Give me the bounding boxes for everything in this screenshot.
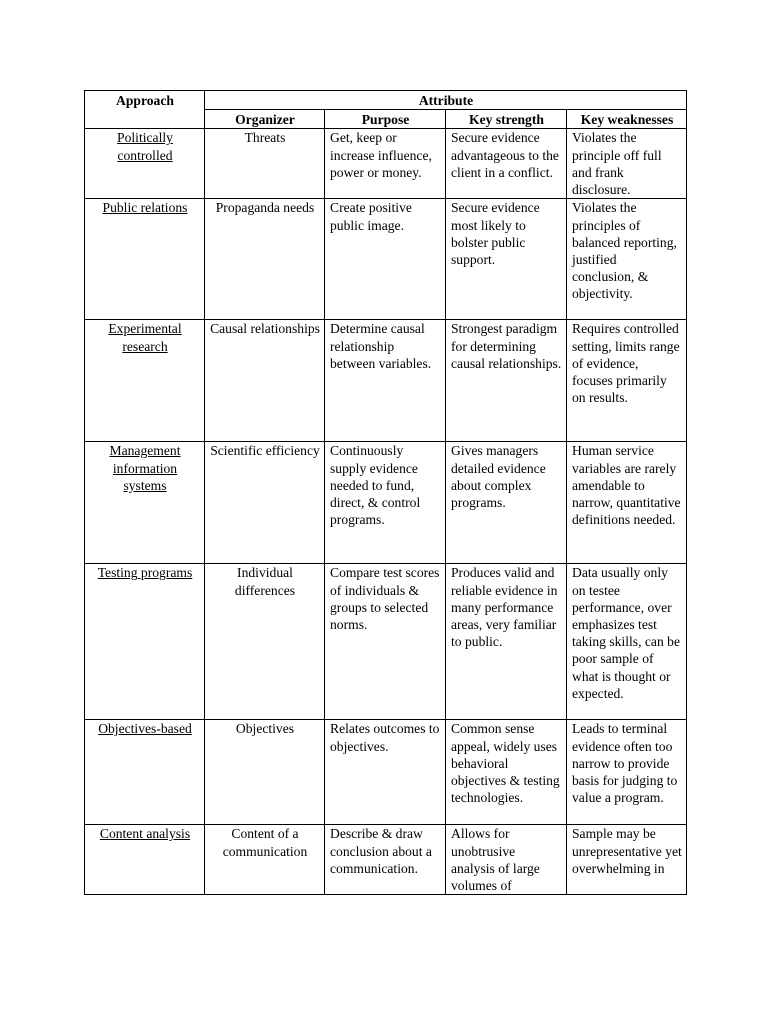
purpose-cell: Compare test scores of individuals & groups to selected norms. [325, 564, 446, 720]
approach-cell: Objectives-based [85, 720, 205, 825]
table-row [85, 564, 687, 720]
purpose-cell: Relates outcomes to objectives. [325, 720, 446, 825]
organizer-cell: Scientific efficiency [205, 442, 325, 564]
approach-header: Approach [85, 91, 205, 129]
purpose-cell: Determine causal relationship between variables. [325, 320, 446, 442]
organizer-cell: Propaganda needs [205, 199, 325, 320]
table-row [85, 129, 687, 199]
organizer-cell: Causal relationships [205, 320, 325, 442]
approach-cell: Public relations [85, 199, 205, 320]
approach-cell: Politically controlled [85, 129, 205, 199]
purpose-cell: Get, keep or increase influence, power or money. [325, 129, 446, 199]
key-weaknesses-cell: Requires controlled setting, limits range of evidence, focuses primarily on results. [567, 320, 687, 442]
purpose-cell: Create positive public image. [325, 199, 446, 320]
table-row [85, 825, 687, 895]
organizer-cell: Threats [205, 129, 325, 199]
approach-cell: Testing programs [85, 564, 205, 720]
organizer-cell: Objectives [205, 720, 325, 825]
purpose-header: Purpose [325, 110, 446, 129]
key-strength-cell: Common sense appeal, widely uses behavioral objectives & testing technologies. [446, 720, 567, 825]
key-strength-header: Key strength [446, 110, 567, 129]
approach-cell: Content analysis [85, 825, 205, 895]
approaches-table [84, 90, 687, 895]
key-strength-cell: Strongest paradigm for determining causal relationships. [446, 320, 567, 442]
key-weaknesses-cell: Data usually only on testee performance, over emphasizes test taking skills, can be poor sample of what is thought or expected. [567, 564, 687, 720]
attribute-header: Attribute [205, 91, 687, 110]
key-weaknesses-cell: Violates the principle off full and frank disclosure. [567, 129, 687, 199]
organizer-cell: Individual differences [205, 564, 325, 720]
header-row-1 [85, 91, 687, 110]
table-row [85, 320, 687, 442]
key-weaknesses-header: Key weaknesses [567, 110, 687, 129]
key-strength-cell: Secure evidence advantageous to the client in a conflict. [446, 129, 567, 199]
organizer-cell: Content of a communication [205, 825, 325, 895]
key-weaknesses-cell: Sample may be unrepresentative yet overwhelming in [567, 825, 687, 895]
key-weaknesses-cell: Leads to terminal evidence often too narrow to provide basis for judging to value a program. [567, 720, 687, 825]
key-weaknesses-cell: Human service variables are rarely amendable to narrow, quantitative definitions needed. [567, 442, 687, 564]
approach-cell: Management information systems [85, 442, 205, 564]
key-strength-cell: Produces valid and reliable evidence in many performance areas, very familiar to public. [446, 564, 567, 720]
organizer-header: Organizer [205, 110, 325, 129]
table-row [85, 199, 687, 320]
purpose-cell: Continuously supply evidence needed to fund, direct, & control programs. [325, 442, 446, 564]
key-weaknesses-cell: Violates the principles of balanced reporting, justified conclusion, & objectivity. [567, 199, 687, 320]
purpose-cell: Describe & draw conclusion about a communication. [325, 825, 446, 895]
table-row [85, 720, 687, 825]
key-strength-cell: Allows for unobtrusive analysis of large volumes of [446, 825, 567, 895]
key-strength-cell: Secure evidence most likely to bolster public support. [446, 199, 567, 320]
key-strength-cell: Gives managers detailed evidence about complex programs. [446, 442, 567, 564]
table-row [85, 442, 687, 564]
approach-cell: Experimental research [85, 320, 205, 442]
